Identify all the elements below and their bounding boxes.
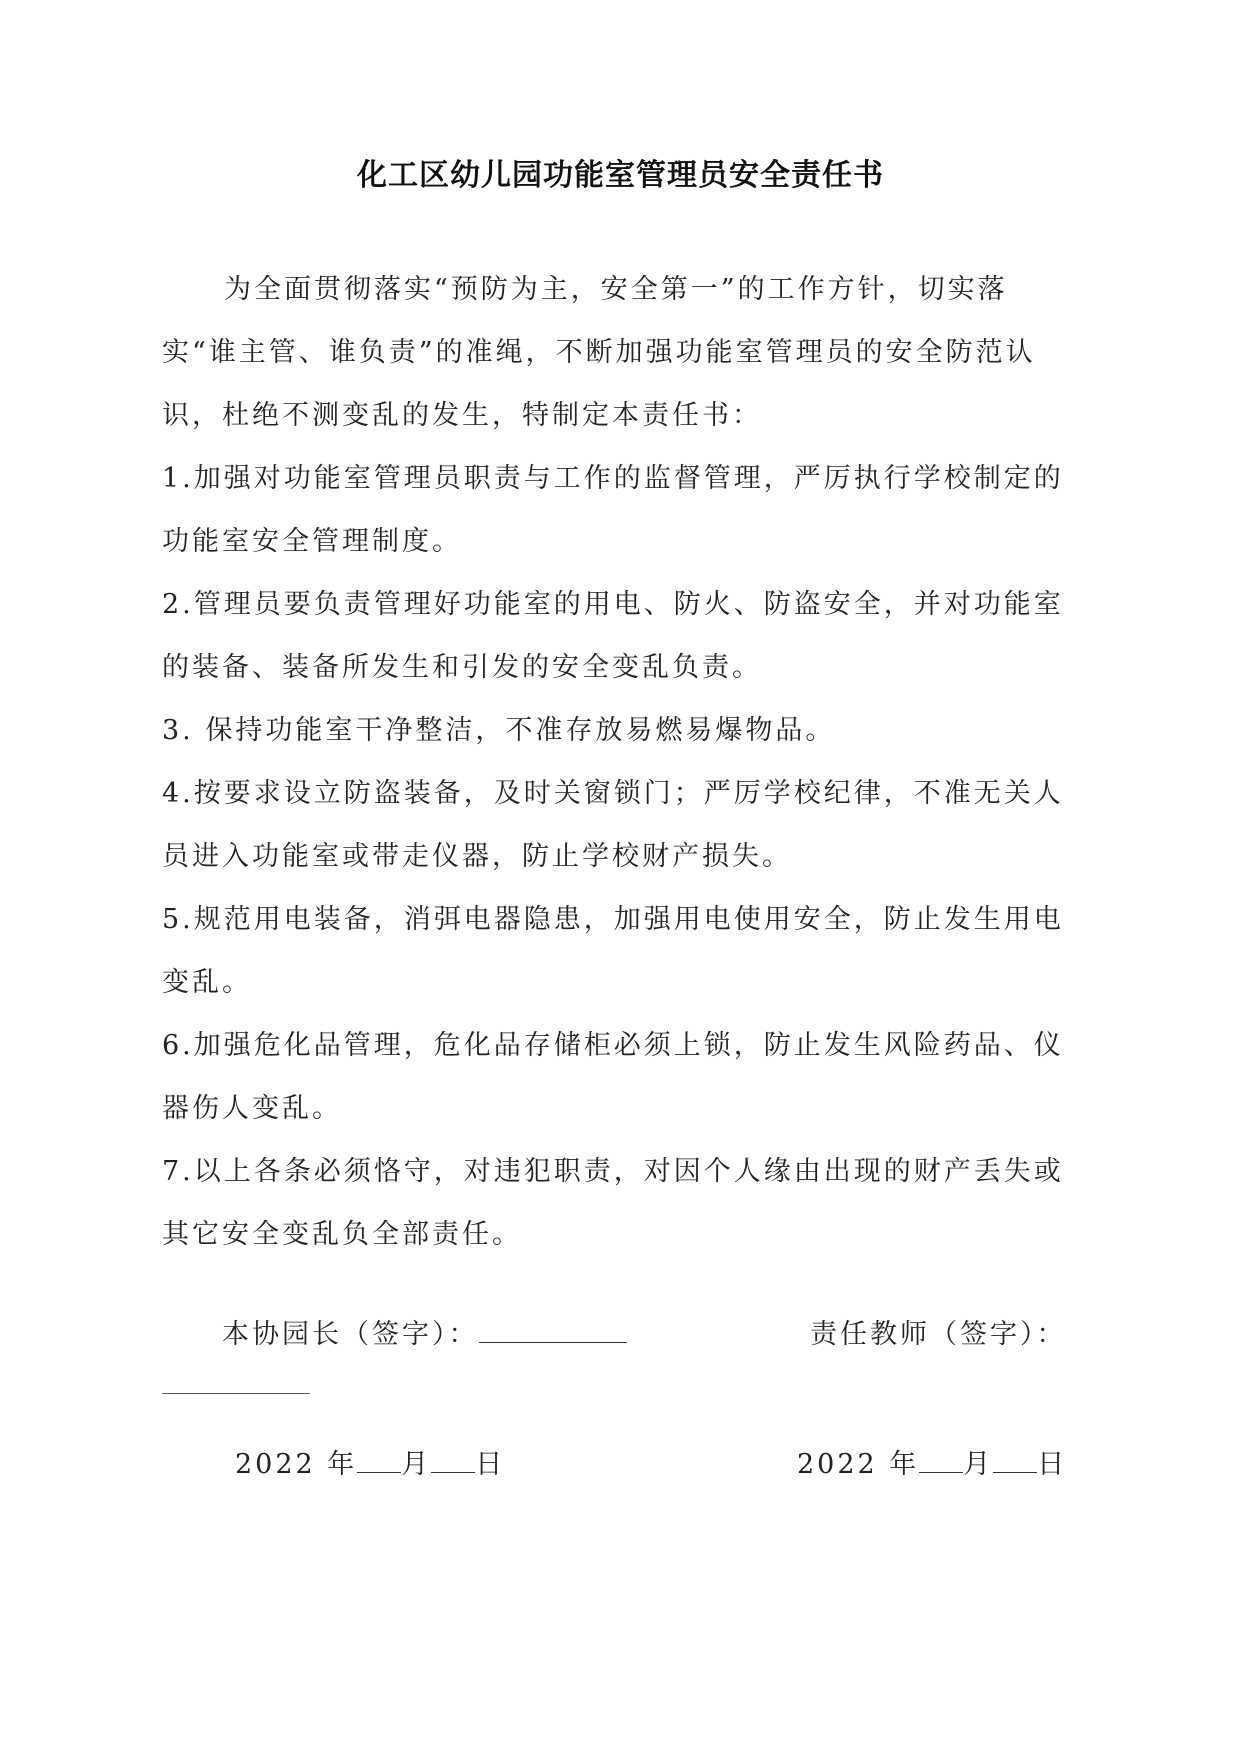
principal-date-month: 月: [401, 1449, 432, 1480]
teacher-signature: [810, 1312, 1067, 1351]
principal-date-day-blank: [431, 1445, 475, 1473]
teacher-signature-label: 责任教师（签字）：: [810, 1319, 1067, 1350]
teacher-date: [797, 1442, 1067, 1481]
principal-date-month-blank: [357, 1445, 401, 1473]
document-title: 化工区幼儿园功能室管理员安全责任书: [357, 158, 884, 193]
clause-7: 7.以上各条必须恪守，对违犯职责，对因个人缘由出现的财产丢失或其它安全变乱负全部责任。: [162, 1156, 1064, 1250]
intro-paragraph: 为全面贯彻落实“预防为主，安全第一”的工作方针，切实落实“谁主管、谁负责”的准绳，不断加强功能室管理员的安全防范认识，杜绝不测变乱的发生，特制定本责任书：: [162, 274, 1036, 431]
teacher-date-month: 月: [963, 1449, 994, 1480]
teacher-date-day: 日: [1037, 1449, 1068, 1480]
clause-3: 3. 保持功能室干净整洁，不准存放易燃易爆物品。: [162, 715, 836, 746]
teacher-date-month-blank: [919, 1445, 963, 1473]
clause-5: 5.规范用电装备，消弭电器隐患，加强用电使用安全，防止发生用电变乱。: [162, 904, 1064, 998]
principal-date: [235, 1442, 505, 1481]
document-body: [162, 258, 1080, 1266]
clause-1: 1.加强对功能室管理员职责与工作的监督管理，严厉执行学校制定的功能室安全管理制度。: [162, 463, 1064, 557]
clause-4: 4.按要求设立防盗装备，及时关窗锁门；严厉学校纪律，不准无关人员进入功能室或带走仪器，防止学校财产损失。: [162, 778, 1064, 872]
teacher-signature-blank: [162, 1393, 310, 1394]
principal-signature: [222, 1312, 627, 1351]
clause-6: 6.加强危化品管理，危化品存储柜必须上锁，防止发生风险药品、仪器伤人变乱。: [162, 1030, 1064, 1124]
principal-date-day: 日: [475, 1449, 506, 1480]
clause-2: 2.管理员要负责管理好功能室的用电、防火、防盗安全，并对功能室的装备、装备所发生和引发的安全变乱负责。: [162, 589, 1064, 683]
principal-date-year: 2022 年: [235, 1449, 358, 1480]
teacher-date-year: 2022 年: [797, 1449, 920, 1480]
principal-signature-blank: [479, 1315, 627, 1343]
teacher-date-day-blank: [993, 1445, 1037, 1473]
principal-signature-label: 本协园长（签字）：: [222, 1319, 479, 1350]
